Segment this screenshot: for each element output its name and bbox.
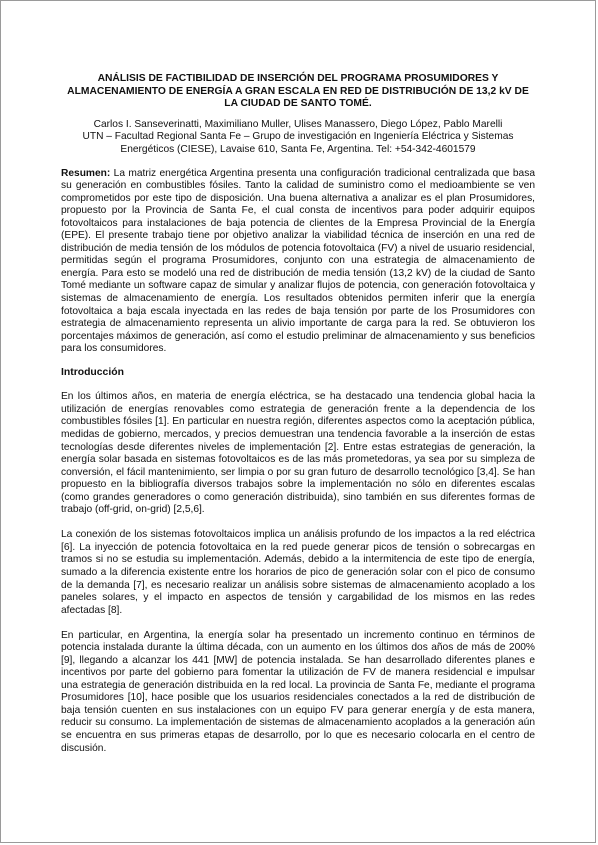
section-heading-introduction: Introducción xyxy=(61,366,124,378)
abstract-label: Resumen: xyxy=(61,167,111,179)
intro-paragraph-3: En particular, en Argentina, la energía solar ha presentado un incremento continuo en términos de potencia instalada durante la última década, con un aumento en los últimos dos años de más de 200% [9], llegando a alcanzar los 441 [MW] de potencia instalada. Se han desarrollado diferentes planes e incentivos por parte del gobierno para fomentar la utilización de FV de manera residencial e impulsar una estrategia de generación distribuida en la red local. La provincia de Santa Fe, mediante el programa Prosumidores [10], hace posible que los usuarios residenciales conectados a la red de distribución de baja tensión cuenten en sus instalaciones con un equipo FV para generar energía y de esta manera, reducir su consumo. La implementación de sistemas de almacenamiento acoplados a la generación aún se encuentra en sus primeras etapas de desarrollo, por lo que es necesario colocarla en el centro de discusión. xyxy=(61,629,535,754)
intro-paragraph-1: En los últimos años, en materia de energía eléctrica, se ha destacado una tendencia global hacia la utilización de energías renovables como estrategia de generación frente a la dependencia de los combustibles fósiles [1]. En particular en nuestra región, diferentes aspectos como la aceptación pública, medidas de gobierno, mercados, y precios demuestran una tendencia favorable a la inserción de estas tecnologías desde diferentes niveles de implementación [2]. Entre estas estrategias de generación, la energía solar basada en sistemas fotovoltaicos es de las más prometedoras, ya sea por su simpleza de conversión, el fácil mantenimiento, ser limpia o por su gran futuro de desarrollo tecnológico [3,4]. Se han propuesto en la bibliografía diversos trabajos sobre la implementación no sólo en diferentes escalas (como grandes generadores o como generación distribuida), sino también en sus diferentes formas de trabajo (off-grid, on-grid) [2,5,6]. xyxy=(61,391,535,516)
paper-authors: Carlos I. Sanseverinatti, Maximiliano Muller, Ulises Manassero, Diego López, Pablo Marelli xyxy=(93,118,503,130)
paper-affiliation: UTN – Facultad Regional Santa Fe – Grupo de investigación en Ingeniería Eléctrica y Sistemas Energéticos (CIESE), Lavaise 610, Santa Fe, Argentina. Tel: +54-342-4601579 xyxy=(82,131,514,155)
abstract-text: La matriz energética Argentina presenta una configuración tradicional centralizada que basa su generación en combustibles fósiles. Tanto la calidad de suministro como el medioambiente se ven comprometidos por este tipo de disposición. Una buena alternativa a analizar es el plan Prosumidores, propuesto por la Provincia de Santa Fe, el cual consta de incentivos para poder adquirir equipos fotovoltaicos para instalaciones de baja potencia de clientes de la Empresa Provincial de la Energía (EPE). El presente trabajo tiene por objetivo analizar la viabilidad técnica de inserción en una red de distribución de media tensión de los módulos de potencia fotovoltaica (FV) a nivel de usuario residencial, permitidas según el programa Prosumidores, conjunto con una estrategia de almacenamiento de energía. Para esto se modeló una red de distribución de media tensión (13,2 kV) de la ciudad de Santo Tomé mediante un software capaz de simular y analizar flujos de potencia, con generación fotovoltaica y sistemas de almacenamiento de energía. Los resultados obtenidos permiten inferir que la energía fotovoltaica a baja escala inyectada en las redes de baja tensión por parte de los Prosumidores con estrategia de almacenamiento representa un alivio importante de carga para la red. Se obtuvieron los porcentajes máximos de generación, así como el estudio preliminar de almacenamiento y sus beneficios para los consumidores. xyxy=(61,167,535,355)
paper-title: ANÁLISIS DE FACTIBILIDAD DE INSERCIÓN DEL PROGRAMA PROSUMIDORES Y ALMACENAMIENTO DE ENERGÍA A GRAN ESCALA EN RED DE DISTRIBUCIÓN DE 13,2 kV DE LA CIUDAD DE SANTO TOMÉ. xyxy=(67,73,529,110)
abstract xyxy=(61,168,535,356)
intro-paragraph-2: La conexión de los sistemas fotovoltaicos implica un análisis profundo de los impactos a la red eléctrica [6]. La inyección de potencia fotovoltaica en la red puede generar picos de tensión o sobrecargas en tramos si no se estudia su implementación. Además, debido a la intermitencia de este tipo de energía, sumado a la diferencia existente entre los horarios de pico de generación solar con el pico de consumo de la demanda [7], es necesario realizar un análisis sobre sistemas de almacenamiento acoplado a los paneles solares, y el impacto en aspectos de tensión y cargabilidad de los mismos en las redes afectadas [8]. xyxy=(61,529,535,616)
